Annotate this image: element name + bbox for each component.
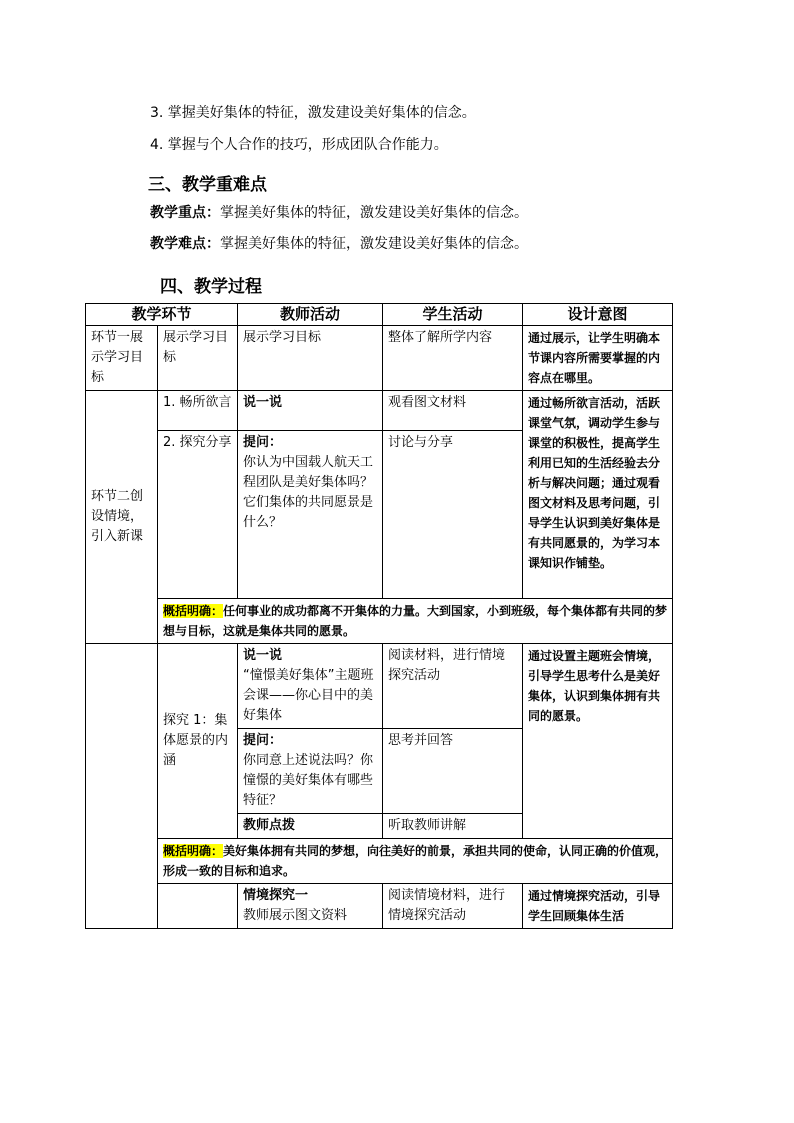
objective-4: 4. 掌握与个人合作的技巧，形成团队合作能力。 (150, 137, 448, 153)
difficulty-label: 教学难点： (150, 236, 220, 252)
question-label: 提问： (243, 435, 283, 450)
teacher-cell (238, 431, 383, 599)
scenario-label: 情境探究一 (243, 888, 309, 903)
summary-text: 美好集体拥有共同的梦想，向往美好的前景，承担共同的使命，认同正确的价值观，形成一致的目标和追求。 (163, 844, 668, 878)
intent-cell: 通过设置主题班会情境，引导学生思考什么是美好集体，认识到集体拥有共同的愿景。 (523, 644, 673, 839)
sub-stage-cell: 1. 畅所欲言 (158, 391, 238, 431)
question-label: 提问： (243, 733, 283, 748)
intent-cell: 通过畅所欲言活动，活跃课堂气氛，调动学生参与课堂的积极性，提高学生利用已知的生活经验去分析与解决问题；通过观看图文材料及思考问题，引导学生认识到美好集体是有共同愿景的，为学习本课知识作铺垫。 (523, 391, 673, 599)
teacher-cell (238, 884, 383, 929)
header-teacher: 教师活动 (238, 304, 383, 326)
stage-cell: 环节一展示学习目标 (86, 326, 158, 391)
teacher-cell (238, 644, 383, 729)
student-cell: 听取教师讲解 (383, 814, 523, 839)
table-row (86, 884, 673, 929)
intent-cell: 通过情境探究活动，引导学生回顾集体生活 (523, 884, 673, 929)
intent-cell: 通过展示，让学生明确本节课内容所需要掌握的内容点在哪里。 (523, 326, 673, 391)
table-row (86, 644, 673, 729)
key-point-text: 掌握美好集体的特征，激发建设美好集体的信念。 (220, 205, 528, 221)
sub-stage-cell: 展示学习目标 (158, 326, 238, 391)
student-cell: 观看图文材料 (383, 391, 523, 431)
section-4-title: 四、教学过程 (160, 277, 262, 297)
teacher-cell: 展示学习目标 (238, 326, 383, 391)
summary-cell (158, 839, 673, 884)
summary-text: 任何事业的成功都离不开集体的力量。大到国家，小到班级，每个集体都有共同的梦想与目标，这就是集体共同的愿景。 (163, 604, 668, 638)
student-cell: 阅读材料，进行情境探究活动 (383, 644, 523, 729)
question-text: 你认为中国载人航天工程团队是美好集体吗？它们集体的共同愿景是什么？ (243, 455, 374, 530)
question-text: 你同意上述说法吗？你憧憬的美好集体有哪些特征？ (243, 753, 374, 808)
section-3-title: 三、教学重难点 (148, 175, 267, 195)
teaching-process-table (85, 303, 673, 929)
sub-stage-cell (158, 884, 238, 929)
student-cell: 思考并回答 (383, 729, 523, 814)
teacher-cell (238, 729, 383, 814)
header-stage: 教学环节 (86, 304, 238, 326)
scenario-text: 教师展示图文资料 (243, 908, 348, 923)
student-cell: 讨论与分享 (383, 431, 523, 599)
sub-stage-cell: 探究 1：集体愿景的内涵 (158, 644, 238, 839)
header-intent: 设计意图 (523, 304, 673, 326)
difficulty-text: 掌握美好集体的特征，激发建设美好集体的信念。 (220, 236, 528, 252)
table-header-row (86, 304, 673, 326)
summary-row (86, 599, 673, 644)
sub-stage-cell: 2. 探究分享 (158, 431, 238, 599)
table-row (86, 326, 673, 391)
header-student: 学生活动 (383, 304, 523, 326)
talk-label: 说一说 (243, 648, 283, 663)
student-cell: 阅读情境材料，进行情境探究活动 (383, 884, 523, 929)
teaching-key-point (150, 202, 528, 222)
teacher-cell: 教师点拨 (238, 814, 383, 839)
summary-cell (158, 599, 673, 644)
teaching-difficulty (150, 233, 528, 253)
summary-label: 概括明确： (163, 604, 224, 618)
summary-label: 概括明确： (163, 844, 224, 858)
table-row (86, 391, 673, 431)
talk-text: “憧憬美好集体”主题班会课——你心目中的美好集体 (243, 668, 374, 723)
summary-row (86, 839, 673, 884)
objective-3: 3. 掌握美好集体的特征，激发建设美好集体的信念。 (150, 105, 476, 121)
teacher-cell: 说一说 (238, 391, 383, 431)
stage-cell (86, 644, 158, 929)
student-cell: 整体了解所学内容 (383, 326, 523, 391)
key-point-label: 教学重点： (150, 205, 220, 221)
stage-cell: 环节二创设情境，引入新课 (86, 391, 158, 644)
